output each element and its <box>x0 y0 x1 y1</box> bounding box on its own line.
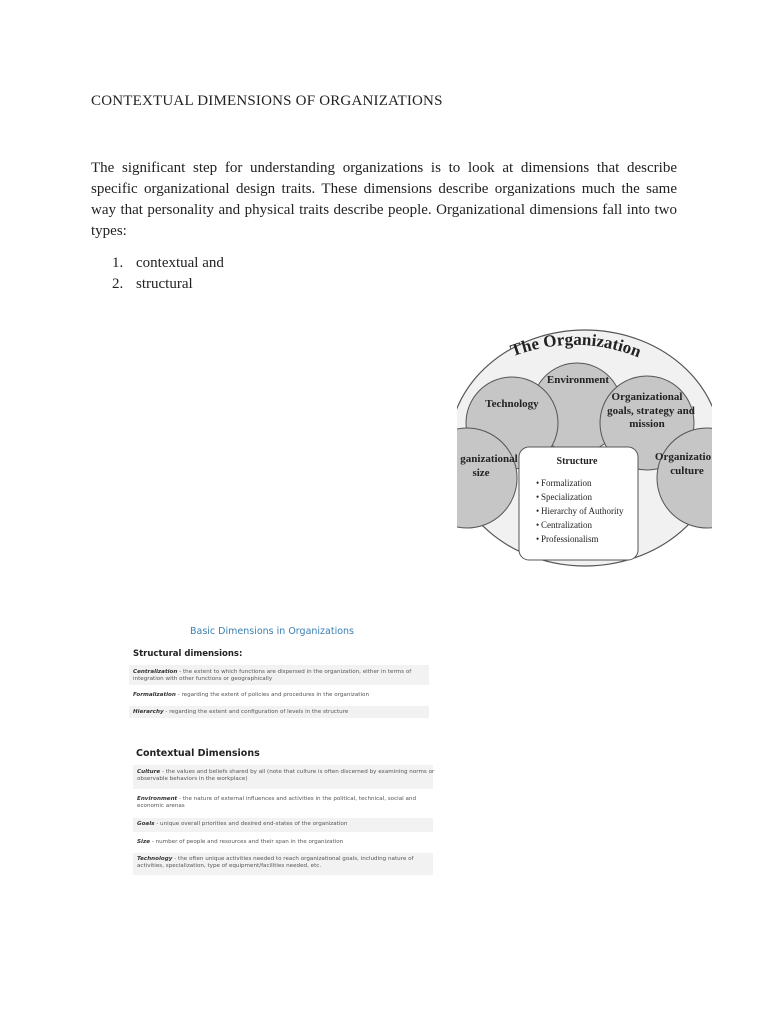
contextual-item <box>137 769 437 783</box>
contextual-item <box>137 839 437 846</box>
dimension-term: Centralization <box>133 669 178 675</box>
size-label-1: ganizational <box>460 453 518 465</box>
structure-item: Professionalism <box>541 534 599 544</box>
dimension-text: - the values and beliefs shared by all (note that culture is often discerned by examining norms or observable behaviors in the workplace) <box>137 769 435 783</box>
list-label: structural <box>136 276 193 292</box>
structure-item: Centralization <box>541 520 592 530</box>
structural-item <box>133 669 433 683</box>
contextual-item <box>137 856 437 870</box>
structure-bullet: • <box>536 492 540 502</box>
list-number: 2. <box>112 276 124 292</box>
dimension-term: Technology <box>137 856 173 862</box>
structure-title: Structure <box>556 456 598 467</box>
contextual-item <box>137 821 437 828</box>
types-list <box>91 253 224 295</box>
structural-heading: Structural dimensions: <box>133 649 243 659</box>
structural-item <box>133 692 433 699</box>
structure-item: Formalization <box>541 478 592 488</box>
list-item <box>91 253 224 274</box>
dimension-text: - the often unique activities needed to reach organizational goals, including nature of activities, specialization, type of equipment/facilities needed, etc. <box>137 856 414 870</box>
structural-item <box>133 709 433 716</box>
dimension-term: Formalization <box>133 692 176 698</box>
culture-label-1: Organizatio <box>654 451 712 463</box>
dimension-term: Hierarchy <box>133 709 164 715</box>
page-heading: CONTEXTUAL DIMENSIONS OF ORGANIZATIONS <box>91 93 443 109</box>
size-label-2: size <box>472 467 490 479</box>
dimension-text: - regarding the extent and configuration of levels in the structure <box>163 709 349 715</box>
organization-diagram <box>457 328 712 568</box>
basic-dimensions-title: Basic Dimensions in Organizations <box>190 626 355 637</box>
list-item <box>91 274 224 295</box>
list-number: 1. <box>112 255 124 271</box>
structure-bullet: • <box>536 478 540 488</box>
organization-diagram-svg <box>457 328 712 568</box>
goals-label-3: mission <box>629 418 665 430</box>
culture-label-2: culture <box>670 465 704 477</box>
list-label: contextual and <box>136 255 224 271</box>
dimension-text: - the extent to which functions are dispersed in the organization, either in terms of integration with other functions or geographically <box>133 669 412 683</box>
basic-dimensions-figure <box>127 617 437 887</box>
structure-bullet: • <box>536 520 540 530</box>
structure-item: Specialization <box>541 492 592 502</box>
dimension-text: - the nature of external influences and activities in the political, technical, social and economic arenas <box>137 796 416 810</box>
dimension-text: - regarding the extent of policies and procedures in the organization <box>175 692 369 698</box>
dimension-term: Size <box>137 839 150 845</box>
diagram-title: The Organization <box>507 329 644 362</box>
technology-label: Technology <box>485 398 539 410</box>
goals-label-2: goals, strategy and <box>607 405 695 417</box>
contextual-heading: Contextual Dimensions <box>136 748 260 759</box>
structure-bullet: • <box>536 534 540 544</box>
dimension-term: Culture <box>137 769 161 775</box>
contextual-item <box>137 796 437 810</box>
dimension-text: - unique overall priorities and desired end-states of the organization <box>154 821 348 827</box>
goals-label-1: Organizational <box>611 391 683 403</box>
structure-bullet: • <box>536 506 540 516</box>
dimension-term: Goals <box>137 821 155 827</box>
dimension-term: Environment <box>137 796 178 802</box>
environment-label: Environment <box>546 374 610 386</box>
dimension-text: - number of people and resources and their span in the organization <box>150 839 344 845</box>
intro-paragraph: The significant step for understanding organizations is to look at dimensions that describe specific organizational design traits. These dimensions describe organizations much the same way that personality and physical traits describe people. Organizational dimensions fall into two types: <box>91 160 677 239</box>
structure-item: Hierarchy of Authority <box>541 506 624 516</box>
